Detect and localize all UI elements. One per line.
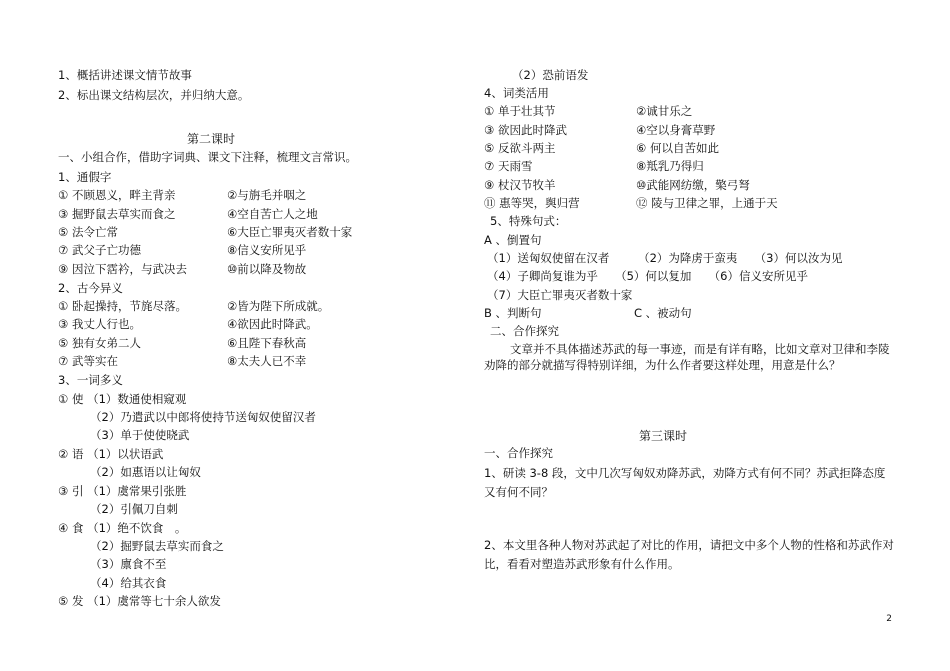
yici-item: ② 语 （1）以状语武 xyxy=(58,447,164,461)
yici-item: （4）给其衣食 xyxy=(90,576,167,590)
huoyong-item: ⑥ 何以自苦如此 xyxy=(636,141,719,155)
section-gujin-title: 2、古今异义 xyxy=(58,281,123,295)
inversion-title: A 、倒置句 xyxy=(484,233,542,247)
lesson-2-title: 第二课时 xyxy=(187,132,236,146)
yici-item: ① 使 （1）数通使相窥观 xyxy=(58,392,187,406)
yici-item: （3）廪食不至 xyxy=(90,557,167,571)
tongjia-item: ④空自苦亡人之地 xyxy=(227,207,318,221)
huoyong-item: ① 单于壮其节 xyxy=(484,104,556,118)
gujin-item: ④欲因此时降武。 xyxy=(227,317,318,331)
huoyong-item: ⑦ 天雨雪 xyxy=(484,159,533,173)
tongjia-item: ⑨ 因泣下霑衿，与武决去 xyxy=(58,262,187,276)
tongjia-item: ⑤ 法令亡常 xyxy=(58,225,118,239)
lesson-3-title: 第三课时 xyxy=(639,429,688,443)
tongjia-item: ⑧信义安所见乎 xyxy=(227,243,307,257)
yici-continued-item: （2）恐前语发 xyxy=(512,68,589,82)
huoyong-item: ⑧羝乳乃得归 xyxy=(636,159,704,173)
huoyong-item: ③ 欲因此时降武 xyxy=(484,123,567,137)
gujin-item: ⑦ 武等实在 xyxy=(58,354,118,368)
yici-item: ③ 引 （1）虞常果引张胜 xyxy=(58,484,187,498)
gujin-item: ⑥且陛下春秋高 xyxy=(227,336,307,350)
gujin-item: ⑤ 独有女弟二人 xyxy=(58,336,141,350)
yici-item: ④ 食 （1）绝不饮食 。 xyxy=(58,521,187,535)
section-huoyong-title: 4、词类活用 xyxy=(484,86,549,100)
tongjia-item: ③ 掘野鼠去草实而食之 xyxy=(58,207,176,221)
section-special-sentences-title: 5、特殊句式： xyxy=(490,214,567,228)
section-tongjia-title: 1、通假字 xyxy=(58,170,112,184)
task-3-heading: 一、合作探究 xyxy=(484,446,553,460)
huoyong-item: ⑤ 反欲斗两主 xyxy=(484,141,556,155)
inversion-item: （1）送匈奴使留在汉者 （2）为降虏于蛮夷 （3）何以汝为见 xyxy=(487,251,843,265)
gujin-item: ③ 我丈人行也。 xyxy=(58,317,141,331)
gujin-item: ②皆为陛下所成就。 xyxy=(227,299,330,313)
page-number: 2 xyxy=(886,614,892,624)
task-1-heading: 一、小组合作，借助字词典、课文下注释，梳理文言常识。 xyxy=(58,150,357,164)
tongjia-item: ⑥大臣亡罪夷灭者数十家 xyxy=(227,225,353,239)
huoyong-item: ⑩武能网纺缴，檠弓弩 xyxy=(636,178,750,192)
question-2: 2、本文里各种人物对苏武起了对比的作用，请把文中多个人物的性格和苏武作对比，看看对塑造苏武形象有什么作用。 xyxy=(484,538,894,571)
yici-item: （2）如惠语以让匈奴 xyxy=(90,465,201,479)
huoyong-item: ⑫ 陵与卫律之罪，上通于天 xyxy=(636,196,778,210)
inversion-item: （7）大臣亡罪夷灭者数十家 xyxy=(487,288,633,302)
yici-item: （2）掘野鼠去草实而食之 xyxy=(90,539,224,553)
tongjia-item: ① 不顾恩义，畔主背亲 xyxy=(58,188,176,202)
huoyong-item: ⑨ 杖汉节牧羊 xyxy=(484,178,556,192)
judgment-title: B 、判断句 xyxy=(484,306,542,320)
inversion-item: （4）子卿尚复谁为乎 （5）何以复加 （6）信义安所见乎 xyxy=(487,269,808,283)
intro-item-1: 1、概括讲述课文情节故事 xyxy=(58,68,192,82)
huoyong-item: ④空以身膏草野 xyxy=(636,123,716,137)
gujin-item: ① 卧起操持，节旄尽落。 xyxy=(58,299,187,313)
task-2-heading: 二、合作探究 xyxy=(490,324,559,338)
intro-item-2: 2、标出课文结构层次，并归纳大意。 xyxy=(58,88,250,102)
huoyong-item: ②诚甘乐之 xyxy=(636,104,693,118)
question-1: 1、研读 3-8 段，文中几次写匈奴劝降苏武，劝降方式有何不同？苏武拒降态度又有何不同？ xyxy=(484,466,886,499)
gujin-item: ⑧太夫人已不幸 xyxy=(227,354,307,368)
passive-title: C 、被动句 xyxy=(634,306,692,320)
yici-item: （3）单于使使晓武 xyxy=(90,428,190,442)
yici-item: （2）引佩刀自刺 xyxy=(90,502,178,516)
yici-item: ⑤ 发 （1）虞常等七十余人欲发 xyxy=(58,594,221,608)
tongjia-item: ⑦ 武父子亡功德 xyxy=(58,243,141,257)
section-yici-title: 3、一词多义 xyxy=(58,373,123,387)
tongjia-item: ②与旃毛并咽之 xyxy=(227,188,307,202)
yici-item: （2）乃遣武以中郎将使持节送匈奴使留汉者 xyxy=(90,410,316,424)
huoyong-item: ⑪ 惠等哭，舆归营 xyxy=(484,196,580,210)
discussion-paragraph: 文章并不具体描述苏武的每一事迹，而是有详有略，比如文章对卫律和李陵劝降的部分就描写得特别详细，为什么作者要这样处理，用意是什么？ xyxy=(484,342,890,372)
tongjia-item: ⑩前以降及物故 xyxy=(227,262,307,276)
